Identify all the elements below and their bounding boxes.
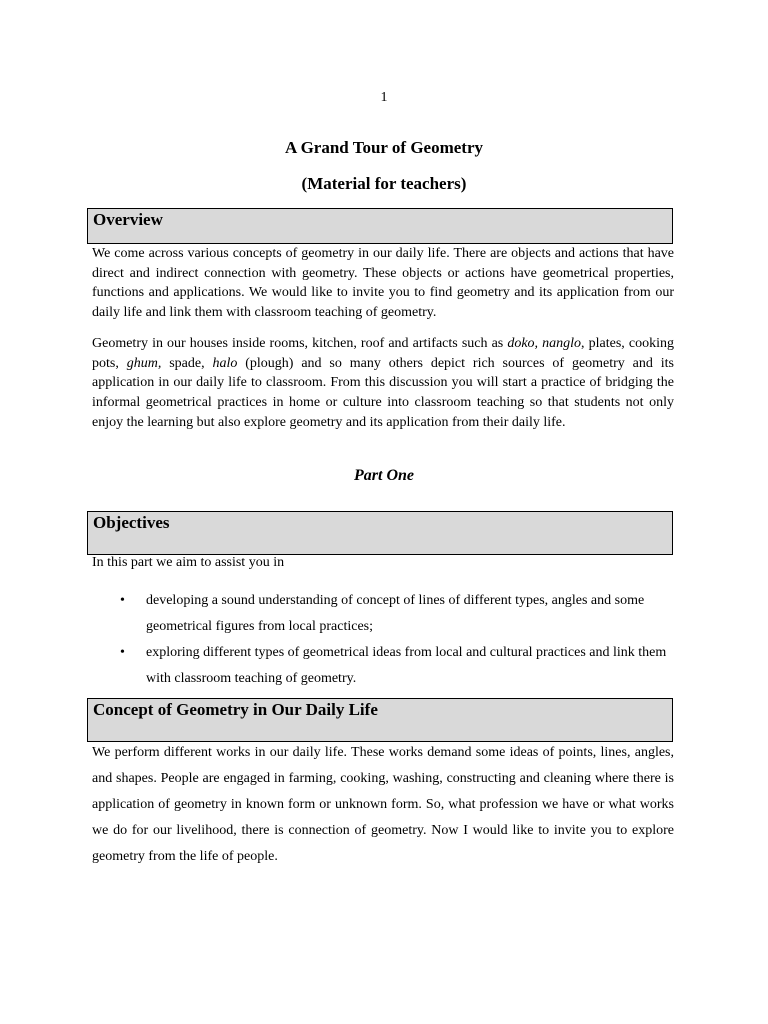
page-number: 1: [380, 90, 388, 105]
document-subtitle: (Material for teachers): [301, 174, 467, 193]
objectives-intro: In this part we aim to assist you in: [92, 555, 285, 570]
list-item: • developing a sound understanding of concept of lines of different types, angles and some geometrical figures from local practices;: [92, 588, 674, 640]
overview-heading-box: [87, 208, 673, 244]
term-halo: halo: [212, 355, 238, 371]
bullet-icon: •: [120, 645, 125, 660]
overview-paragraph-1: We come across various concepts of geometry in our daily life. There are objects and actions that have direct and indirect connection with geometry. These objects or actions have geometrical properties, functions and applications. We would like to invite you to find geometry and its application from our daily life and link them with classroom teaching of geometry.: [92, 246, 674, 320]
term-ghum: ghum,: [126, 355, 162, 371]
document-title: A Grand Tour of Geometry: [284, 138, 484, 157]
concept-paragraph: We perform different works in our daily life. These works demand some ideas of points, lines, angles, and shapes. People are engaged in farming, cooking, washing, constructing and cleaning where there is application of geometry in known form or unknown form. So, what profession we have or what works we do for our livelihood, there is connection of geometry. Now I would like to invite you to explore geometry from the life of people.: [92, 745, 674, 864]
term-doko-nanglo: doko, nanglo: [507, 336, 582, 351]
overview-heading: Overview: [93, 210, 163, 229]
concept-heading: Concept of Geometry in Our Daily Life: [93, 700, 378, 719]
part-one-heading: Part One: [354, 467, 414, 484]
bullet-icon: •: [120, 593, 125, 608]
objectives-heading-box: [87, 511, 673, 555]
overview-paragraph-2: Geometry in our houses inside rooms, kitchen, roof and artifacts such as doko, nanglo, plates, cooking pots, ghum, spade, halo (plough) and so many others depict rich sources of geometry and its application in our daily life to classroom. From this discussion you will start a practice of bridging the informal geometrical practices in home or culture into classroom teaching so that students not only enjoy the learning but also explore geometry and its application from their daily life.: [92, 336, 674, 430]
objectives-heading: Objectives: [93, 513, 170, 532]
concept-heading-box: [87, 698, 673, 742]
objectives-list: [92, 588, 674, 692]
list-item: • exploring different types of geometrical ideas from local and cultural practices and link them with classroom teaching of geometry.: [92, 640, 674, 692]
